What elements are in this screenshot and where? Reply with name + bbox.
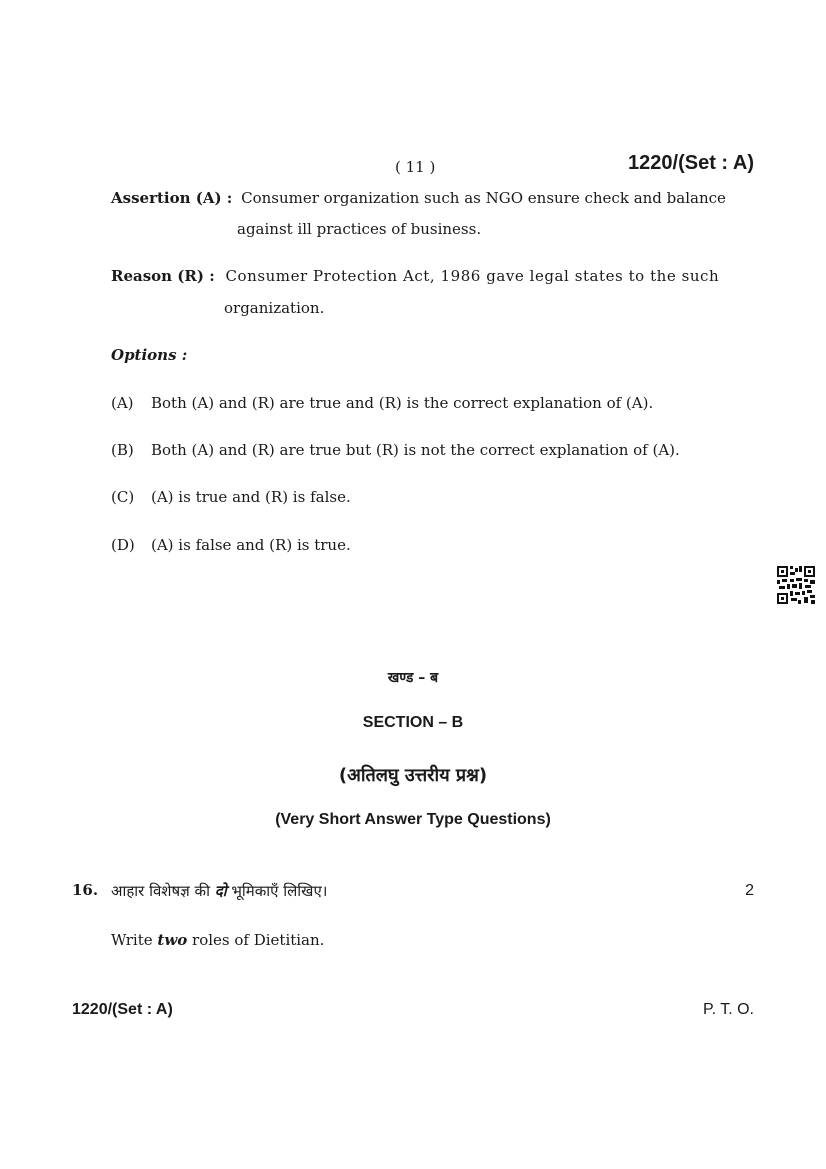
paper-code-header: 1220/(Set : A)	[628, 152, 754, 174]
option-text: Both (A) and (R) are true but (R) is not the correct explanation of (A).	[151, 441, 680, 459]
option-text: (A) is false and (R) is true.	[151, 536, 351, 554]
question-marks: 2	[745, 882, 754, 899]
option-letter: (C)	[111, 488, 135, 506]
question-16-hindi	[111, 881, 327, 901]
option-letter: (B)	[111, 441, 134, 459]
question-16-english-emphasis: two	[157, 931, 188, 949]
pto-label: P. T. O.	[703, 1001, 754, 1018]
assertion-text-continued: against ill practices of business.	[237, 220, 482, 238]
paper-code-footer: 1220/(Set : A)	[72, 1001, 173, 1018]
section-title: SECTION – B	[362, 714, 464, 731]
question-16-hindi-text: आहार विशेषज्ञ की	[111, 882, 215, 900]
option-letter: (A)	[111, 394, 134, 412]
reason-block	[111, 267, 755, 285]
assertion-label: Assertion (A) :	[111, 189, 233, 207]
question-16-english-text: Write	[111, 931, 158, 949]
question-16-hindi-text: भूमिकाएँ लिखिए।	[226, 882, 328, 900]
page-number: ( 11 )	[395, 158, 436, 176]
option-text: Both (A) and (R) are true and (R) is the correct explanation of (A).	[151, 394, 654, 412]
option-letter: (D)	[111, 536, 135, 554]
option-text: (A) is true and (R) is false.	[151, 488, 351, 506]
section-hindi-title: खण्ड – ब	[387, 670, 439, 686]
question-16-english	[111, 931, 324, 949]
qr-code-icon	[776, 565, 816, 605]
section-hindi-subtitle: (अतिलघु उत्तरीय प्रश्न)	[338, 765, 488, 786]
section-subtitle: (Very Short Answer Type Questions)	[275, 811, 551, 828]
question-16-english-text: roles of Dietitian.	[187, 931, 325, 949]
reason-text: Consumer Protection Act, 1986 gave legal states to the such	[225, 267, 720, 285]
question-number: 16.	[72, 881, 99, 899]
question-16-hindi-emphasis: दो	[214, 882, 227, 900]
reason-text-continued: organization.	[224, 299, 325, 317]
options-label: Options :	[111, 346, 188, 364]
assertion-text: Consumer organization such as NGO ensure check and balance	[241, 189, 726, 207]
reason-label: Reason (R) :	[111, 267, 215, 285]
assertion-block	[111, 189, 755, 207]
